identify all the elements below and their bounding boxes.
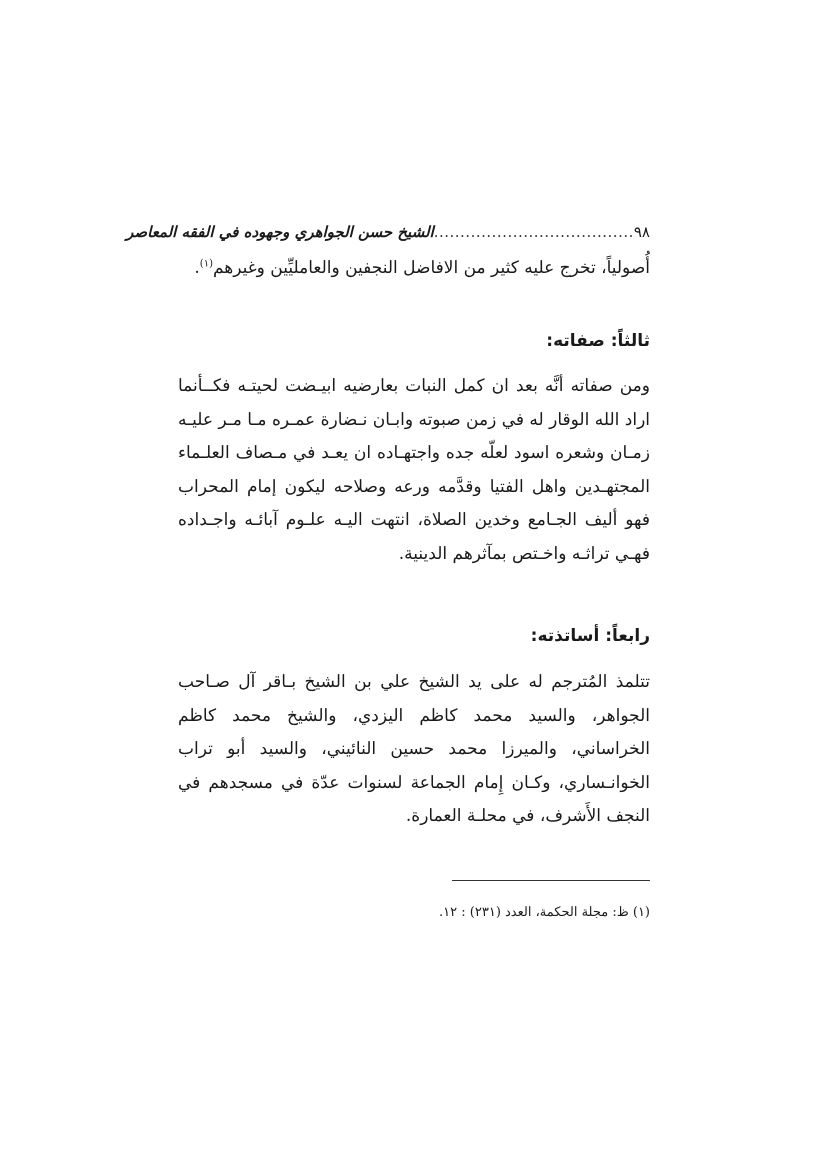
- footnote-1: (١) ظ: مجلة الحكمة، العدد (٢٣١) : ١٢.: [439, 905, 650, 920]
- intro-end: .: [194, 258, 200, 278]
- intro-text: أُصولياً، تخرج عليه كثير من الافاضل النجفين والعامليِّين وغيرهم: [212, 258, 650, 278]
- section-qualities-body: [178, 370, 650, 571]
- section-teachers-body: [178, 666, 650, 834]
- header-dots: ......................................: [433, 223, 634, 241]
- running-header: [126, 218, 650, 246]
- intro-line: [178, 252, 650, 286]
- section-heading-qualities: ثالثاً: صفاته:: [546, 331, 650, 351]
- teachers-paragraph: تتلمذ المُترجم له على يد الشيخ علي بن الشيخ بـاقر آل صـاحب الجواهر، والسيد محمد كاظم اليزدي، والشيخ محمد كاظم الخراساني، والميرزا محمد حسين النائيني، والسيد أبو تراب الخوانـساري، وكـان إِمام الجماعة لسنوات عدّة في مسجدهم في النجف الأَشرف، في محلـة العمارة.: [178, 672, 650, 826]
- footnote-marker: (١): [199, 258, 213, 270]
- page-number: ٩٨: [633, 223, 650, 241]
- footnote-divider: [452, 880, 650, 881]
- section-heading-teachers: رابعاً: أساتذته:: [530, 626, 650, 646]
- book-title: الشيخ حسن الجواهري وجهوده في الفقه المعاصر: [126, 223, 434, 241]
- qualities-paragraph: ومن صفاته أنَّه بعد ان كمل النبات بعارضيه ابيـضت لحيتـه فكــأنما اراد الله الوقار له في زمن صبوته وابـان نـضارة عمـره مـا مـر عليـه زمـان وشعره اسود لعلّه جده واجتهـاده ان يعـد في مـصاف العلـماء المجتهـدين واهل الفتيا وقدَّمه ورعه وصلاحه ليكون إمام المحراب فهو أليف الجـامع وخدين الصلاة، انتهت اليـه علـوم آبائـه واجـداده فهـي تراثـه واخـتص بمآثرهم الدينية.: [178, 376, 650, 564]
- intro-paragraph: [178, 252, 650, 286]
